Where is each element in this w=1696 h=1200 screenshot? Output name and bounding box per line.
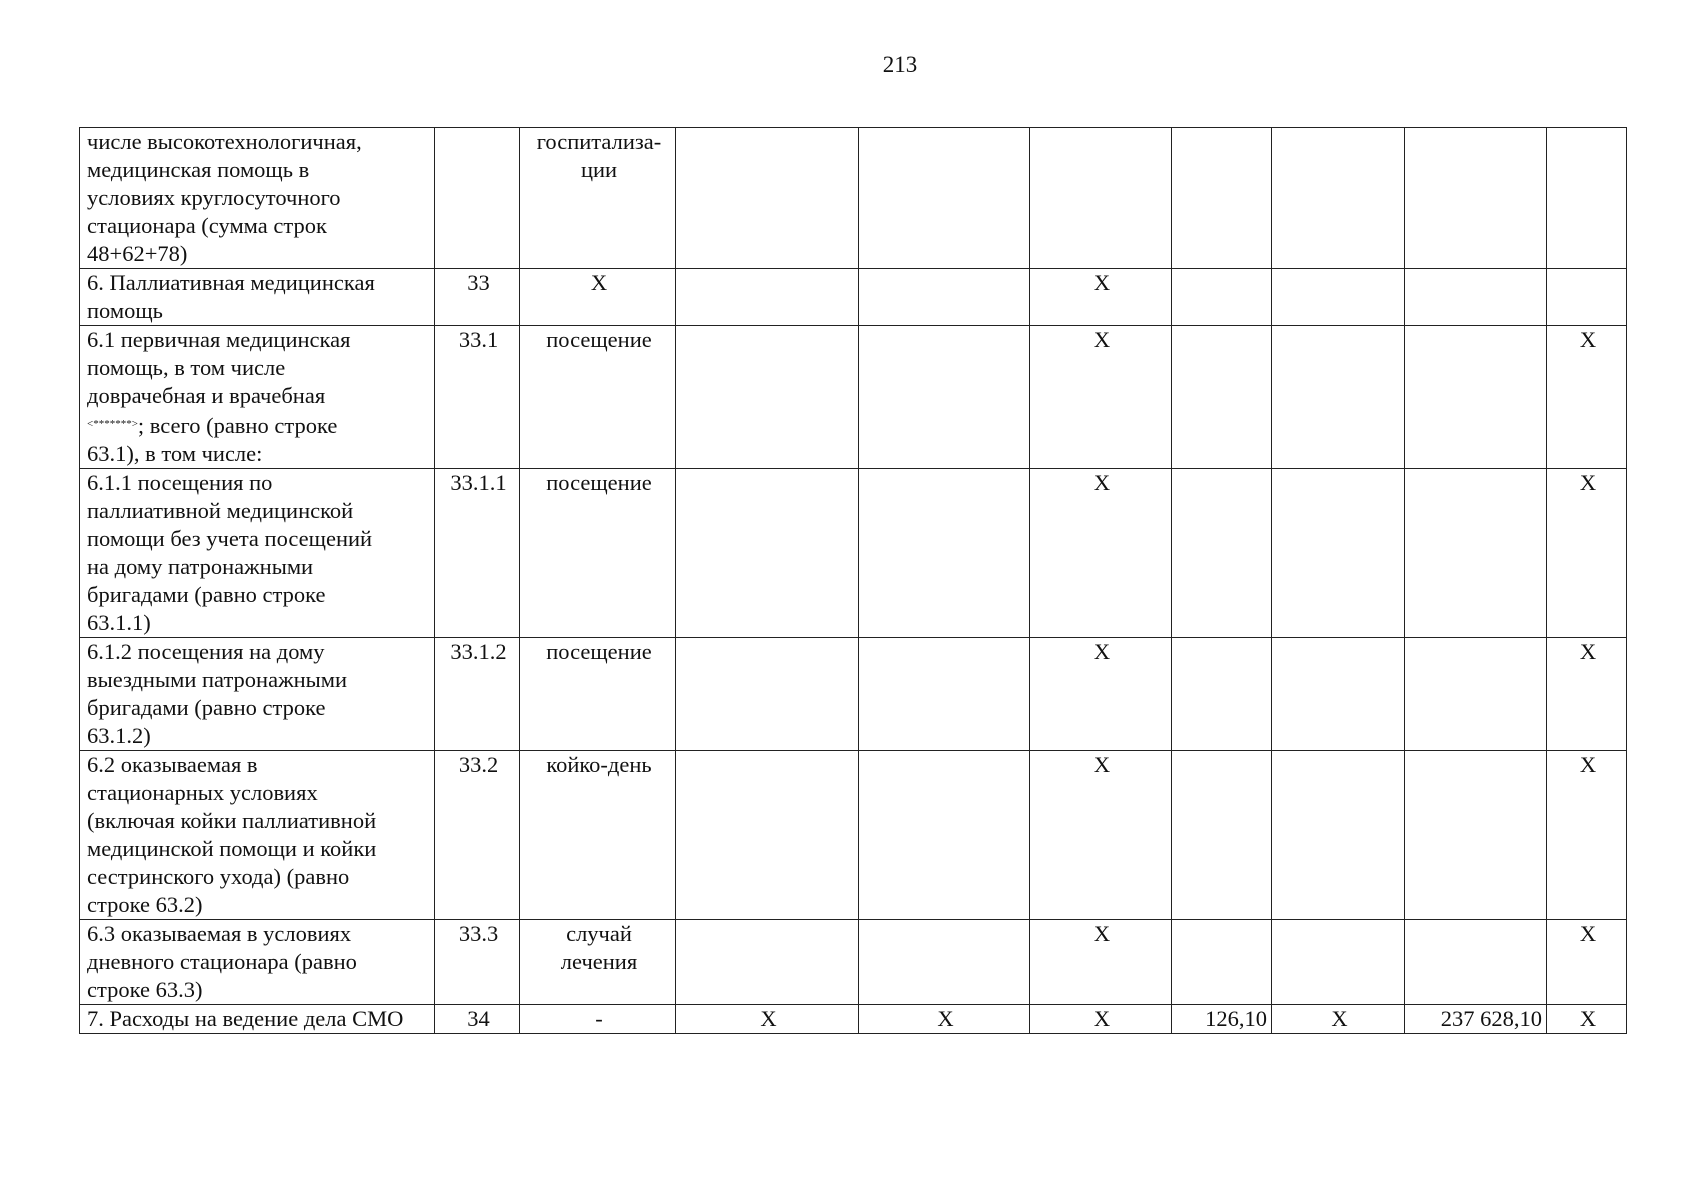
value-cell — [859, 638, 1030, 751]
row-name-cell: 6.1 первичная медицинская помощь, в том числе доврачебная и врачебная <*******>; всего (равно строке 63.1), в том числе: — [80, 326, 435, 469]
value-cell — [859, 269, 1030, 326]
value-cell — [1272, 326, 1405, 469]
value-cell — [676, 326, 859, 469]
value-cell: X — [1547, 469, 1627, 638]
value-cell — [1272, 269, 1405, 326]
value-cell — [1272, 128, 1405, 269]
unit-cell: посещение — [520, 469, 676, 638]
value-cell — [859, 469, 1030, 638]
table-row — [80, 269, 1627, 326]
value-cell — [676, 269, 859, 326]
value-cell — [1172, 920, 1272, 1005]
value-cell: X — [1547, 638, 1627, 751]
value-cell: X — [1030, 638, 1172, 751]
table-row — [80, 751, 1627, 920]
value-cell — [1272, 920, 1405, 1005]
data-table — [79, 127, 1627, 1034]
value-cell: X — [1547, 326, 1627, 469]
page-number: 213 — [882, 52, 918, 77]
table-row — [80, 326, 1627, 469]
value-cell — [1547, 269, 1627, 326]
table-row — [80, 920, 1627, 1005]
value-cell — [1030, 128, 1172, 269]
value-cell: X — [1030, 469, 1172, 638]
unit-cell: койко-день — [520, 751, 676, 920]
value-cell — [676, 920, 859, 1005]
row-number-cell: 33.3 — [435, 920, 520, 1005]
unit-cell: случай лечения — [520, 920, 676, 1005]
row-name-cell: 7. Расходы на ведение дела СМО — [80, 1005, 435, 1034]
value-cell — [676, 638, 859, 751]
footnote-marker: <*******> — [87, 418, 138, 430]
value-cell — [859, 128, 1030, 269]
unit-cell: посещение — [520, 638, 676, 751]
value-cell: X — [1272, 1005, 1405, 1034]
unit-cell: X — [520, 269, 676, 326]
value-cell — [1272, 751, 1405, 920]
row-name-cell: 6.3 оказываемая в условиях дневного стационара (равно строке 63.3) — [80, 920, 435, 1005]
value-cell — [1547, 128, 1627, 269]
row-name-cell: 6.1.1 посещения по паллиативной медицинской помощи без учета посещений на дому патронажными бригадами (равно строке 63.1.1) — [80, 469, 435, 638]
value-cell — [1172, 269, 1272, 326]
value-cell — [1272, 638, 1405, 751]
table-row — [80, 1005, 1627, 1034]
value-cell: X — [1030, 326, 1172, 469]
value-cell — [1405, 751, 1547, 920]
value-cell: X — [1030, 920, 1172, 1005]
unit-cell: - — [520, 1005, 676, 1034]
value-cell — [1272, 469, 1405, 638]
value-cell — [1172, 469, 1272, 638]
value-cell: 126,10 — [1172, 1005, 1272, 1034]
table-row — [80, 638, 1627, 751]
row-number-cell: 33.1.1 — [435, 469, 520, 638]
value-cell: X — [1547, 920, 1627, 1005]
row-name-cell: 6.2 оказываемая в стационарных условиях (включая койки паллиативной медицинской помощи и койки сестринского ухода) (равно строке 63.2) — [80, 751, 435, 920]
value-cell: X — [1030, 269, 1172, 326]
value-cell — [1172, 128, 1272, 269]
value-cell — [1172, 751, 1272, 920]
row-number-cell — [435, 128, 520, 269]
value-cell — [1405, 920, 1547, 1005]
row-name-cell: 6.1.2 посещения на дому выездными патронажными бригадами (равно строке 63.1.2) — [80, 638, 435, 751]
value-cell — [859, 920, 1030, 1005]
value-cell — [676, 469, 859, 638]
row-name-cell: числе высокотехнологичная, медицинская помощь в условиях круглосуточного стационара (сумма строк 48+62+78) — [80, 128, 435, 269]
value-cell — [859, 326, 1030, 469]
value-cell — [1172, 326, 1272, 469]
value-cell — [1172, 638, 1272, 751]
row-number-cell: 33.1.2 — [435, 638, 520, 751]
table-row — [80, 469, 1627, 638]
value-cell: X — [1547, 751, 1627, 920]
value-cell — [1405, 469, 1547, 638]
value-cell — [859, 751, 1030, 920]
unit-cell: посещение — [520, 326, 676, 469]
value-cell — [1405, 638, 1547, 751]
value-cell — [676, 128, 859, 269]
value-cell — [676, 751, 859, 920]
value-cell: X — [859, 1005, 1030, 1034]
row-number-cell: 33.2 — [435, 751, 520, 920]
value-cell: X — [676, 1005, 859, 1034]
value-cell: X — [1030, 751, 1172, 920]
table-row — [80, 128, 1627, 269]
value-cell — [1405, 269, 1547, 326]
row-name-cell: 6. Паллиативная медицинская помощь — [80, 269, 435, 326]
row-number-cell: 33 — [435, 269, 520, 326]
value-cell — [1405, 128, 1547, 269]
value-cell: X — [1030, 1005, 1172, 1034]
value-cell: X — [1547, 1005, 1627, 1034]
row-number-cell: 33.1 — [435, 326, 520, 469]
unit-cell: госпитализа- ции — [520, 128, 676, 269]
value-cell — [1405, 326, 1547, 469]
row-number-cell: 34 — [435, 1005, 520, 1034]
value-cell: 237 628,10 — [1405, 1005, 1547, 1034]
